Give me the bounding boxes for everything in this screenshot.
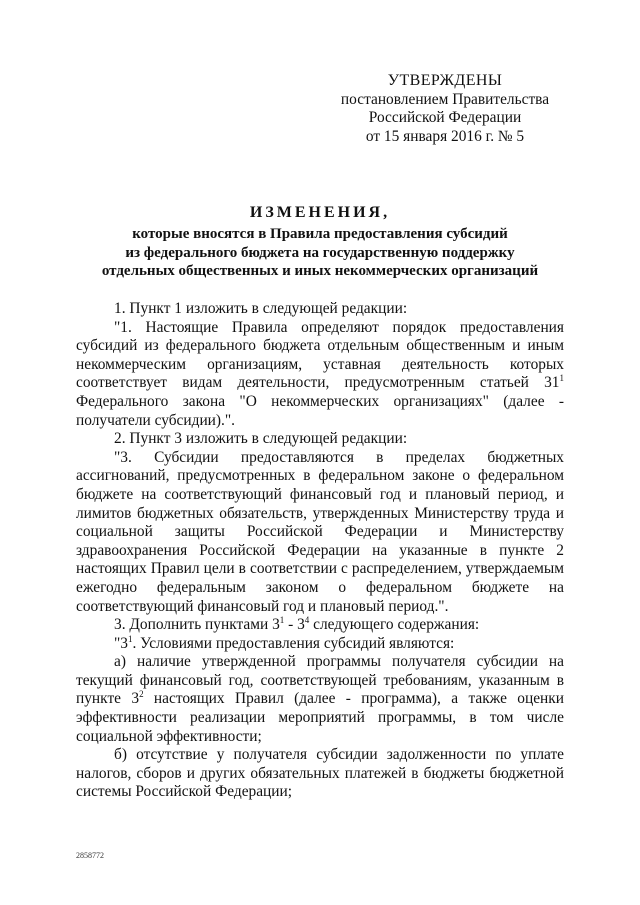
paragraph: б) отсутствие у получателя субсидии задолженности по уплате налогов, сборов и других обязательных платежей в бюджеты бюджетной системы Российской Федерации;: [76, 746, 564, 801]
approval-line: постановлением Правительства: [340, 90, 550, 108]
paragraph: 3. Дополнить пунктами $3^1 - 3^4$ следующего содержания:: [114, 615, 480, 634]
document-number: 2858772: [76, 851, 104, 860]
subtitle-line: из федерального бюджета на государственную поддержку: [125, 244, 515, 261]
subtitle-line: отдельных общественных и иных некоммерческих организаций: [101, 263, 539, 280]
paragraph: "$3^1$. Условиями предоставления субсидий являются:: [114, 633, 455, 652]
paragraph: а) наличие утвержденной программы получателя субсидии на текущий финансовый год, соответствующей требованиям, указанным в пункте $3^2$ настоящих Правил (далее - программа), а также оценки эффективности реализации мероприятий программы, в том числе социальной эффективности;: [76, 653, 564, 745]
paragraph: "3. Субсидии предоставляются в пределах бюджетных ассигнований, предусмотренных в федеральном законе о федеральном бюджете на соответствующий финансовый год и плановый период, и лимитов бюджетных обязательств, утвержденных Министерству труда и социальной защиты Российской Федерации и Министерству здравоохранения Российской Федерации на указанные в пункте 2 настоящих Правил цели в соответствии с распределением, утверждаемым ежегодно федеральным законом о федеральном бюджете на соответствующий финансовый год и плановый период.".: [76, 448, 564, 615]
approval-stamp: [330, 72, 560, 146]
paragraph: 2. Пункт 3 изложить в следующей редакции:: [114, 430, 408, 448]
approval-heading: УТВЕРЖДЕНЫ: [387, 72, 503, 89]
document-body: [76, 300, 564, 802]
document-title: ИЗМЕНЕНИЯ,: [249, 204, 391, 221]
subtitle-line: которые вносятся в Правила предоставления субсидий: [132, 226, 508, 242]
approval-date: от 15 января 2016 г. № 5: [365, 127, 525, 145]
document-subtitle: [60, 225, 580, 281]
paragraph: "1. Настоящие Правила определяют порядок предоставления субсидий из федерального бюджета отдельным общественным и иным некоммерческим организациям, уставная деятельность которых соответствует видам деятельности, предусмотренным статьей $31^1$ Федерального закона "О некоммерческих организациях" (далее - получатели субсидии).".: [76, 318, 564, 429]
approval-line: Российской Федерации: [368, 109, 522, 127]
paragraph: 1. Пункт 1 изложить в следующей редакции:: [114, 300, 408, 317]
